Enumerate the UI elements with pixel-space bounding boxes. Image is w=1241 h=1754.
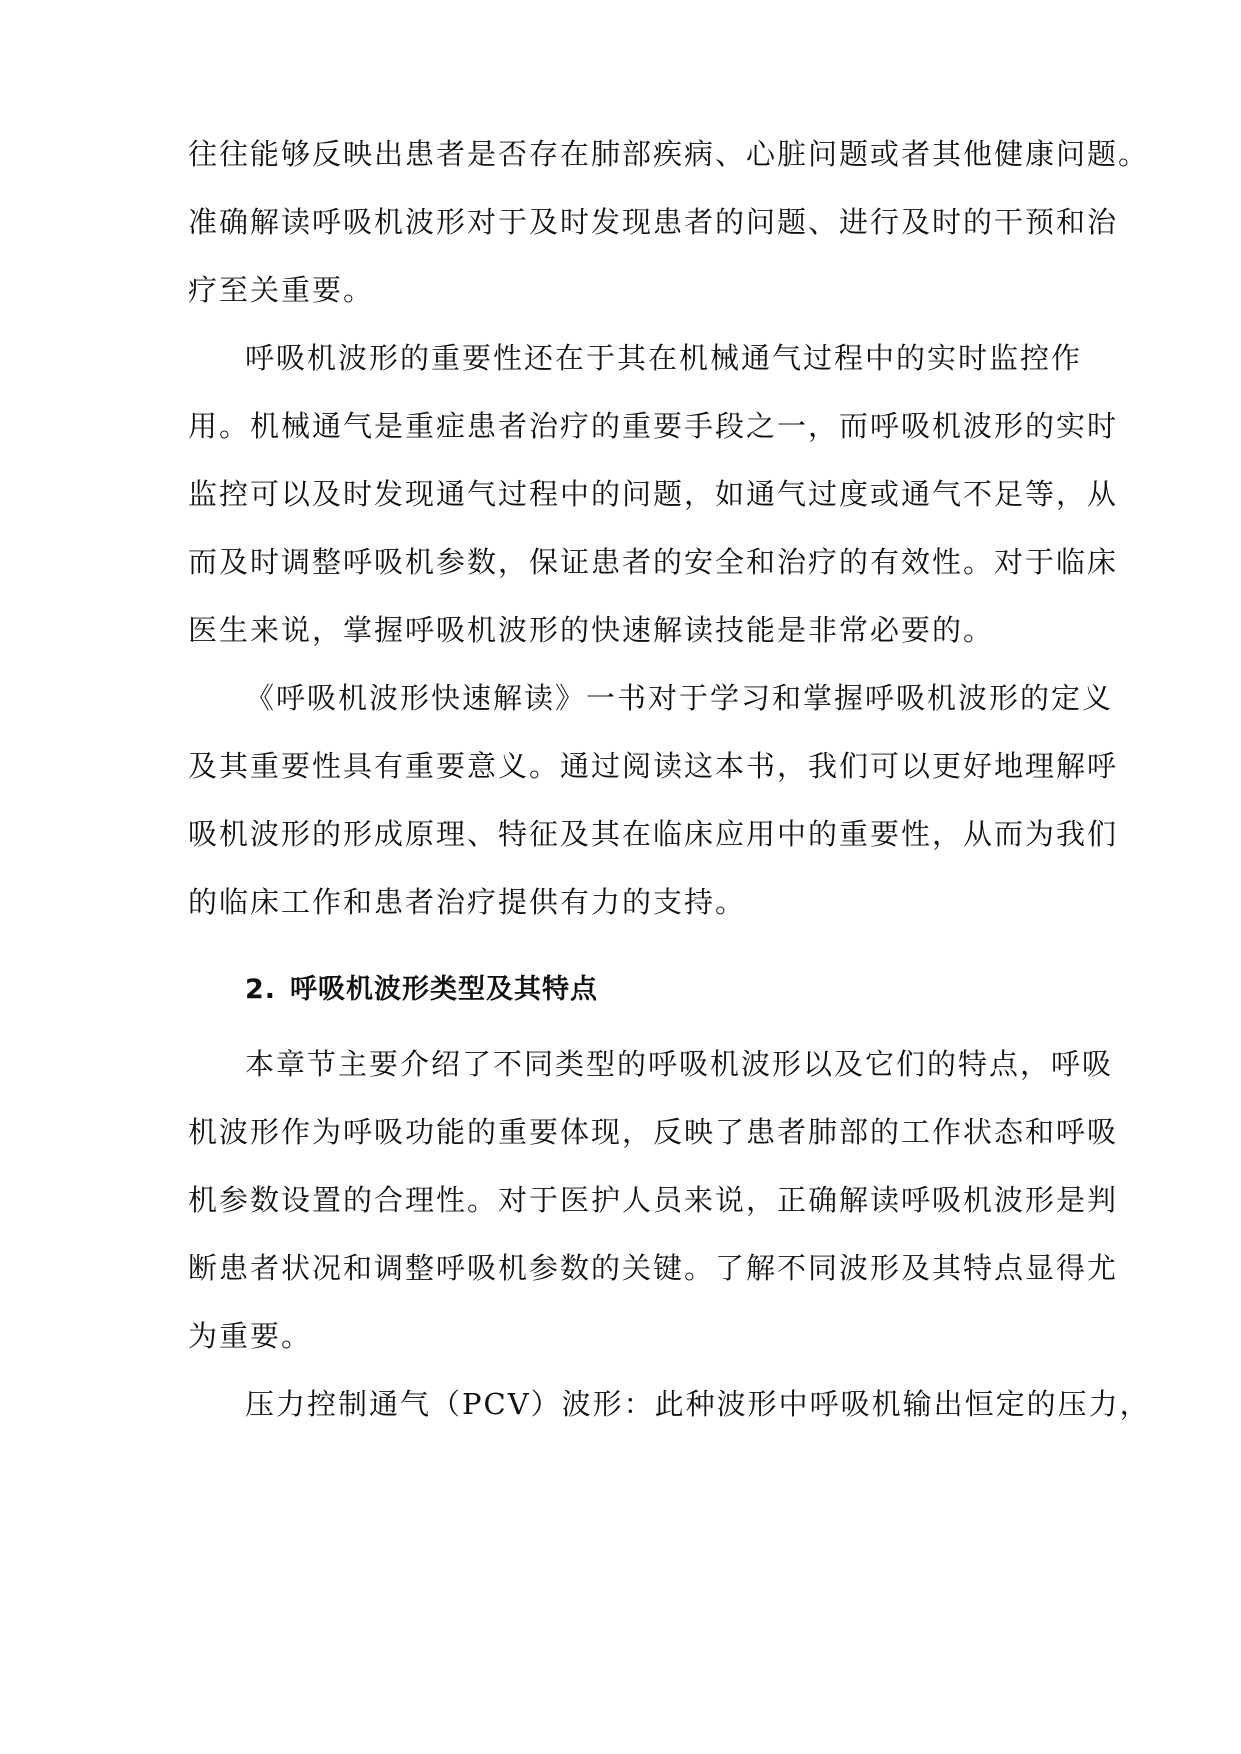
- text-line: 而及时调整呼吸机参数，保证患者的安全和治疗的有效性。对于临床: [188, 545, 1119, 579]
- paragraph-first-line: 本章节主要介绍了不同类型的呼吸机波形以及它们的特点，呼吸: [245, 1047, 1114, 1081]
- text-line: 为重要。: [188, 1319, 313, 1353]
- section-heading: [245, 970, 598, 1010]
- text-line: 断患者状况和调整呼吸机参数的关键。了解不同波形及其特点显得尤: [188, 1251, 1119, 1285]
- text-line: 医生来说，掌握呼吸机波形的快速解读技能是非常必要的。: [188, 613, 995, 647]
- paragraph-first-line: 《呼吸机波形快速解读》一书对于学习和掌握呼吸机波形的定义: [245, 681, 1114, 715]
- text-line: 吸机波形的形成原理、特征及其在临床应用中的重要性，从而为我们: [188, 817, 1119, 851]
- section-number: 2.: [245, 974, 277, 1005]
- section-title: 呼吸机波形类型及其特点: [290, 974, 599, 1005]
- text-line: 机参数设置的合理性。对于医护人员来说，正确解读呼吸机波形是判: [188, 1183, 1119, 1217]
- text-line: 疗至关重要。: [188, 273, 375, 307]
- text-line: 监控可以及时发现通气过程中的问题，如通气过度或通气不足等，从: [188, 477, 1119, 511]
- text-line: 的临床工作和患者治疗提供有力的支持。: [188, 885, 747, 919]
- text-line: 及其重要性具有重要意义。通过阅读这本书，我们可以更好地理解呼: [188, 749, 1119, 783]
- text-line: 往往能够反映出患者是否存在肺部疾病、心脏问题或者其他健康问题。: [188, 137, 1150, 171]
- paragraph-first-line: 压力控制通气（PCV）波形：此种波形中呼吸机输出恒定的压力，: [245, 1387, 1151, 1421]
- text-line: 机波形作为呼吸功能的重要体现，反映了患者肺部的工作状态和呼吸: [188, 1115, 1119, 1149]
- paragraph-first-line: 呼吸机波形的重要性还在于其在机械通气过程中的实时监控作: [245, 341, 1083, 375]
- text-line: 用。机械通气是重症患者治疗的重要手段之一，而呼吸机波形的实时: [188, 409, 1119, 443]
- text-line: 准确解读呼吸机波形对于及时发现患者的问题、进行及时的干预和治: [188, 205, 1119, 239]
